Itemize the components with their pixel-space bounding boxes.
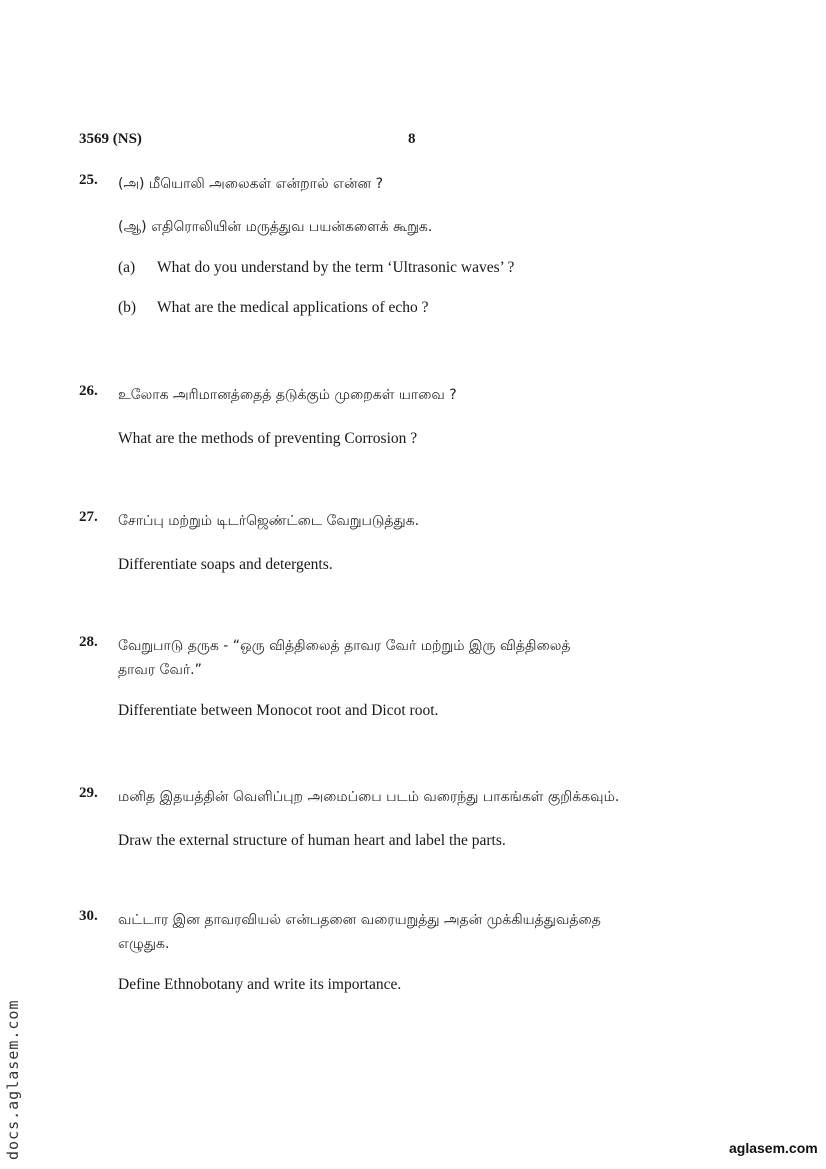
question-text-tamil-line1: வேறுபாடு தருக - “ஒரு வித்திலைத் தாவர வேர் மற்றும் இரு வித்திலைத் [118,638,571,654]
question-text-english: Differentiate between Monocot root and Dicot root. [118,702,439,719]
question-29 [79,785,739,852]
question-text-tamil: உலோக அரிமானத்தைத் தடுக்கும் முறைகள் யாவை ? [118,387,457,403]
question-text-tamil-a: (அ) மீயொலி அலைகள் என்றால் என்ன ? [118,176,384,192]
question-text-tamil-b: (ஆ) எதிரொலியின் மருத்துவ பயன்களைக் கூறுக. [118,219,433,235]
question-number: 25. [79,172,98,188]
question-text-tamil-line2: எழுதுக. [118,936,170,952]
question-text-tamil-line1: வட்டார இன தாவரவியல் என்பதனை வரையறுத்து அதன் முக்கியத்துவத்தை [118,912,601,928]
subquestion-label: (b) [118,299,137,316]
subquestion-label: (a) [118,259,136,276]
question-30 [79,908,739,996]
question-text-tamil-line2: தாவர வேர்.” [118,662,202,678]
side-watermark: docs.aglasem.com [4,999,22,1160]
question-text-tamil: மனித இதயத்தின் வெளிப்புற அமைப்பை படம் வரைந்து பாகங்கள் குறிக்கவும். [118,789,620,805]
question-25 [79,172,739,319]
question-28 [79,634,739,722]
question-text-english-b: What are the medical applications of echo ? [157,299,429,316]
question-text-english: Define Ethnobotany and write its importance. [118,976,402,993]
question-number: 27. [79,509,98,525]
question-text-english: What are the methods of preventing Corrosion ? [118,430,418,447]
page-header-code: 3569 (NS) [79,131,142,147]
question-number: 29. [79,785,98,801]
question-number: 28. [79,634,98,650]
question-text-english: Differentiate soaps and detergents. [118,556,333,573]
question-text-english-a: What do you understand by the term ‘Ultrasonic waves’ ? [157,259,515,276]
page-number: 8 [408,131,416,147]
footer-logo: aglasem.com [729,1140,818,1156]
question-number: 30. [79,908,98,924]
question-number: 26. [79,383,98,399]
subquestion-a [118,257,739,279]
question-text-english: Draw the external structure of human heart and label the parts. [118,832,506,849]
question-26 [79,383,739,450]
question-27 [79,509,739,576]
question-text-tamil: சோப்பு மற்றும் டிடர்ஜெண்ட்டை வேறுபடுத்துக. [118,513,420,529]
subquestion-b [118,297,739,319]
